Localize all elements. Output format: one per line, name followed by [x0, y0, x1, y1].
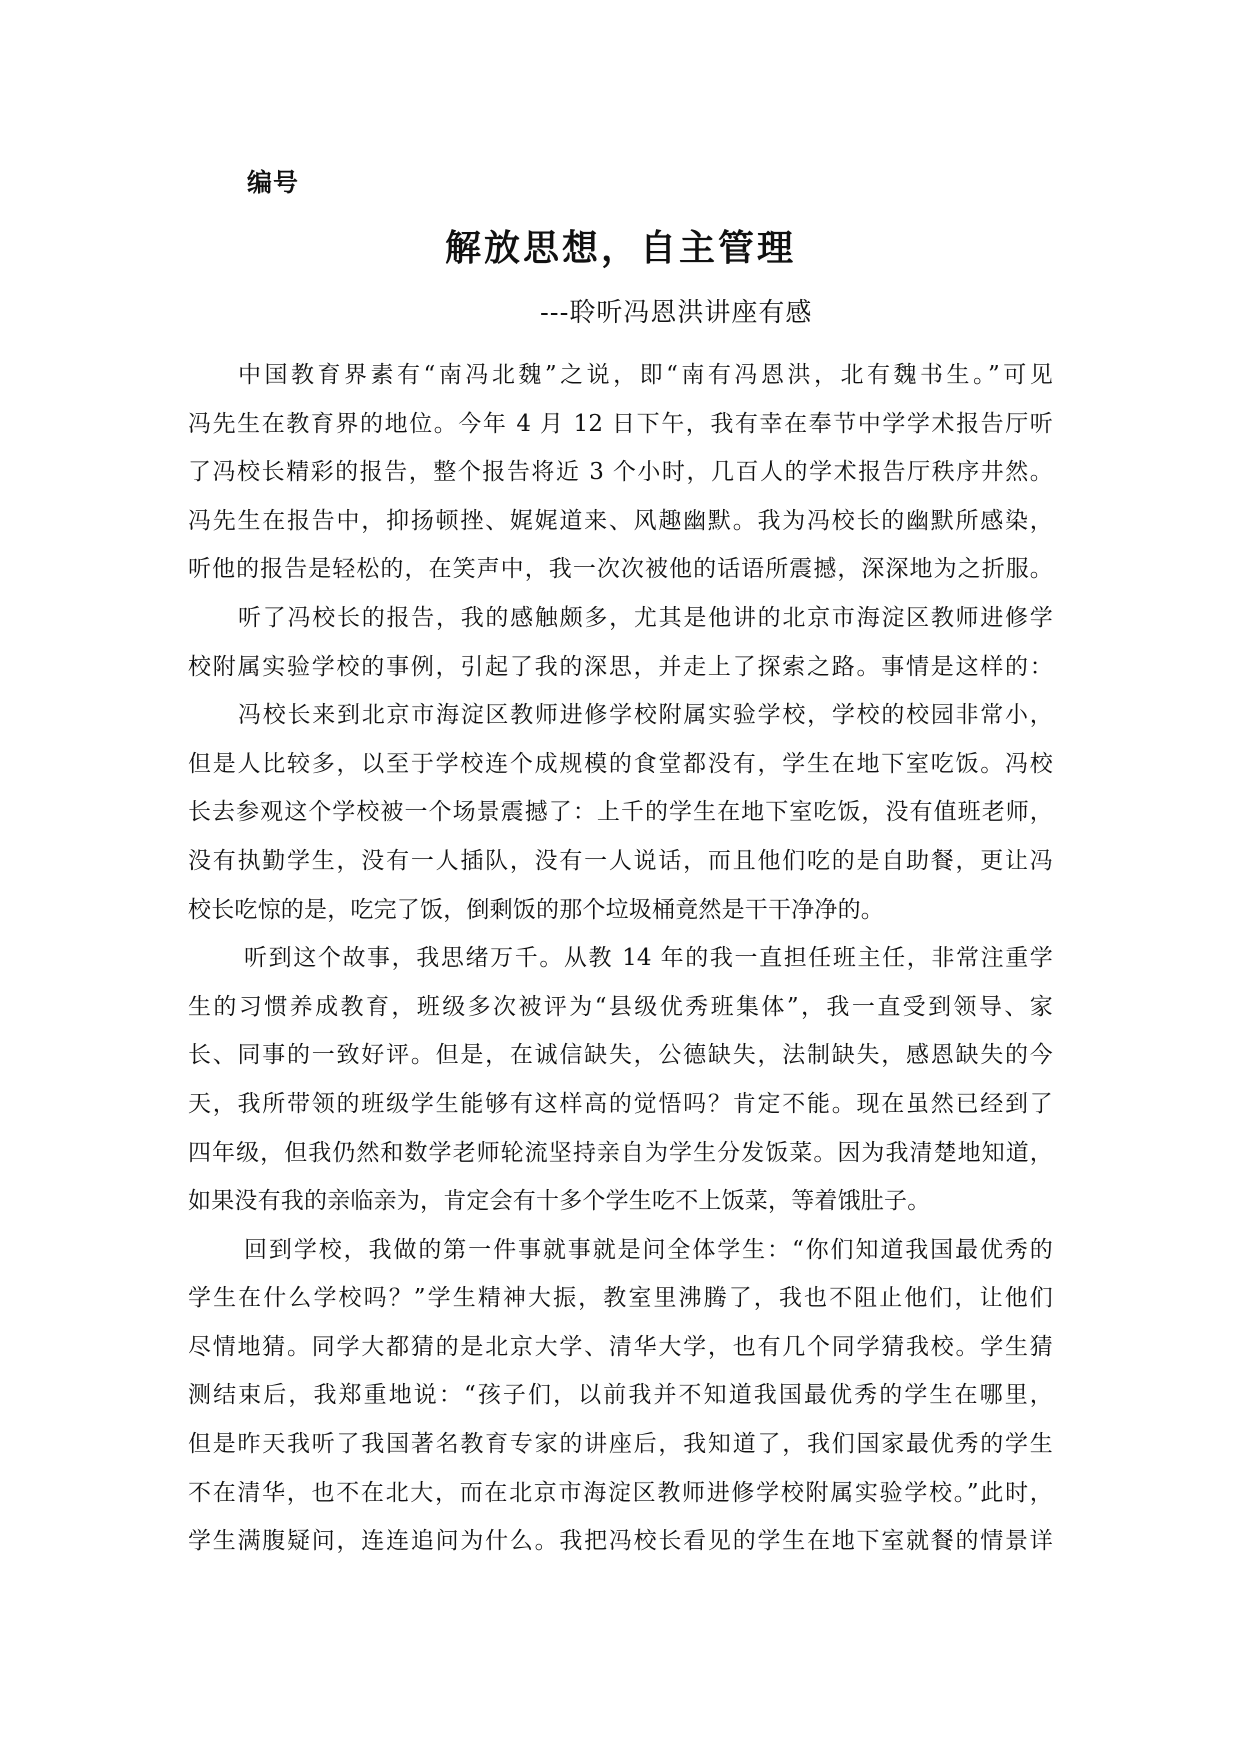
text-line: 但是人比较多，以至于学校连个成规模的食堂都没有，学生在地下室吃饭。冯校 — [188, 750, 1053, 777]
text-line: 校长吃惊的是，吃完了饭，倒剩饭的那个垃圾桶竟然是干干净净的。 — [188, 896, 884, 923]
document-body — [188, 351, 1053, 1566]
text-line: 生的习惯养成教育，班级多次被评为“县级优秀班集体”，我一直受到领导、家 — [188, 993, 1053, 1020]
document-subtitle: ---聆听冯恩洪讲座有感 — [540, 298, 813, 328]
text-line: 听到这个故事，我思绪万千。从教 14 年的我一直担任班主任，非常注重学 — [244, 945, 1053, 972]
text-line: 长去参观这个学校被一个场景震撼了：上千的学生在地下室吃饭，没有值班老师， — [188, 799, 1053, 826]
document-number-label: 编号 — [247, 168, 300, 197]
text-line: 学生满腹疑问，连连追问为什么。我把冯校长看见的学生在地下室就餐的情景详 — [188, 1528, 1053, 1555]
text-line: 尽情地猜。同学大都猜的是北京大学、清华大学，也有几个同学猜我校。学生猜 — [188, 1333, 1053, 1360]
text-line: 校附属实验学校的事例，引起了我的深思，并走上了探索之路。事情是这样的： — [188, 653, 1053, 680]
text-line: 回到学校，我做的第一件事就事就是问全体学生：“你们知道我国最优秀的 — [244, 1236, 1053, 1263]
text-line: 测结束后，我郑重地说：“孩子们，以前我并不知道我国最优秀的学生在哪里， — [188, 1382, 1053, 1409]
text-line: 四年级，但我仍然和数学老师轮流坚持亲自为学生分发饭菜。因为我清楚地知道， — [188, 1139, 1053, 1166]
text-line: 听他的报告是轻松的，在笑声中，我一次次被他的话语所震撼，深深地为之折服。 — [188, 556, 1053, 583]
text-line: 长、同事的一致好评。但是，在诚信缺失，公德缺失，法制缺失，感恩缺失的今 — [188, 1042, 1053, 1069]
text-line: 如果没有我的亲临亲为，肯定会有十多个学生吃不上饭菜，等着饿肚子。 — [188, 1188, 931, 1215]
text-line: 冯校长来到北京市海淀区教师进修学校附属实验学校，学校的校园非常小， — [238, 702, 1053, 729]
text-line: 冯先生在教育界的地位。今年 4 月 12 日下午，我有幸在奉节中学学术报告厅听 — [188, 410, 1053, 437]
text-line: 天，我所带领的班级学生能够有这样高的觉悟吗？肯定不能。现在虽然已经到了 — [188, 1090, 1053, 1117]
text-line: 中国教育界素有“南冯北魏”之说，即“南有冯恩洪，北有魏书生。”可见 — [238, 362, 1053, 388]
text-line: 听了冯校长的报告，我的感触颇多，尤其是他讲的北京市海淀区教师进修学 — [238, 604, 1053, 631]
text-line: 了冯校长精彩的报告，整个报告将近 3 个小时，几百人的学术报告厅秩序井然。 — [188, 459, 1053, 486]
text-line: 但是昨天我听了我国著名教育专家的讲座后，我知道了，我们国家最优秀的学生 — [188, 1431, 1053, 1458]
text-line: 学生在什么学校吗？”学生精神大振，教室里沸腾了，我也不阻止他们，让他们 — [188, 1285, 1053, 1312]
text-line: 冯先生在报告中，抑扬顿挫、娓娓道来、风趣幽默。我为冯校长的幽默所感染， — [188, 507, 1053, 534]
text-line: 不在清华，也不在北大，而在北京市海淀区教师进修学校附属实验学校。”此时， — [188, 1479, 1053, 1506]
text-line: 没有执勤学生，没有一人插队，没有一人说话，而且他们吃的是自助餐，更让冯 — [188, 847, 1053, 874]
document-title: 解放思想，自主管理 — [444, 228, 796, 269]
